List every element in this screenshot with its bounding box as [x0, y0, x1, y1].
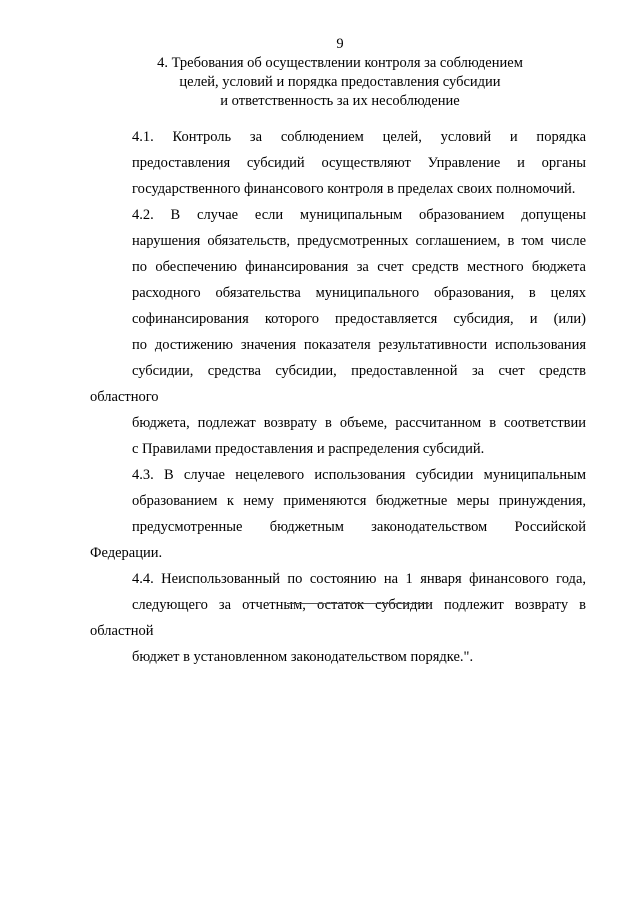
text-line: по обеспечению финансирования за счет средств местного бюджета — [132, 259, 586, 275]
text-line: предусмотренные бюджетным законодательством Российской Федерации. — [90, 519, 586, 561]
text-line: следующего за отчетным, остаток субсидии подлежит возврату в областной — [90, 597, 586, 639]
text-line: 4.1. Контроль за соблюдением целей, условий и порядка — [132, 129, 586, 145]
text-line: субсидии, средства субсидии, предоставленной за счет средств областного — [90, 363, 586, 405]
text-line: 4.2. В случае если муниципальным образованием допущены — [132, 207, 586, 223]
page-number: 9 — [336, 36, 344, 52]
text-line: с Правилами предоставления и распределения субсидий. — [132, 441, 485, 457]
text-line: нарушения обязательств, предусмотренных соглашением, в том числе — [132, 233, 586, 249]
text-line: предоставления субсидий осуществляют Управление и органы — [132, 155, 586, 171]
text-line: 4.3. В случае нецелевого использования субсидии муниципальным — [132, 467, 586, 483]
text-line: бюджета, подлежат возврату в объеме, рассчитанном в соответствии — [132, 415, 586, 431]
section-heading — [0, 54, 640, 111]
end-separator-line — [287, 603, 429, 604]
text-line: расходного обязательства муниципального образования, в целях — [132, 285, 586, 301]
section-heading-line: 4. Требования об осуществлении контроля за соблюдением — [157, 55, 523, 71]
paragraph-4-1 — [90, 124, 586, 202]
text-line: 4.4. Неиспользованный по состоянию на 1 января финансового года, — [132, 571, 586, 587]
text-line: бюджет в установленном законодательством порядке.". — [132, 649, 474, 665]
paragraph-4-3 — [90, 462, 586, 566]
paragraph-4-2 — [90, 202, 586, 462]
paragraph-4-4 — [90, 566, 586, 670]
document-body — [90, 124, 586, 670]
text-line: государственного финансового контроля в пределах своих полномочий. — [132, 181, 576, 197]
text-line: софинансирования которого предоставляется субсидия, и (или) — [132, 311, 586, 327]
section-heading-line: целей, условий и порядка предоставления субсидии — [179, 74, 501, 90]
section-heading-line: и ответственность за их несоблюдение — [220, 93, 460, 109]
text-line: по достижению значения показателя результативности использования — [132, 337, 586, 353]
text-line: образованием к нему применяются бюджетные меры принуждения, — [132, 493, 586, 509]
